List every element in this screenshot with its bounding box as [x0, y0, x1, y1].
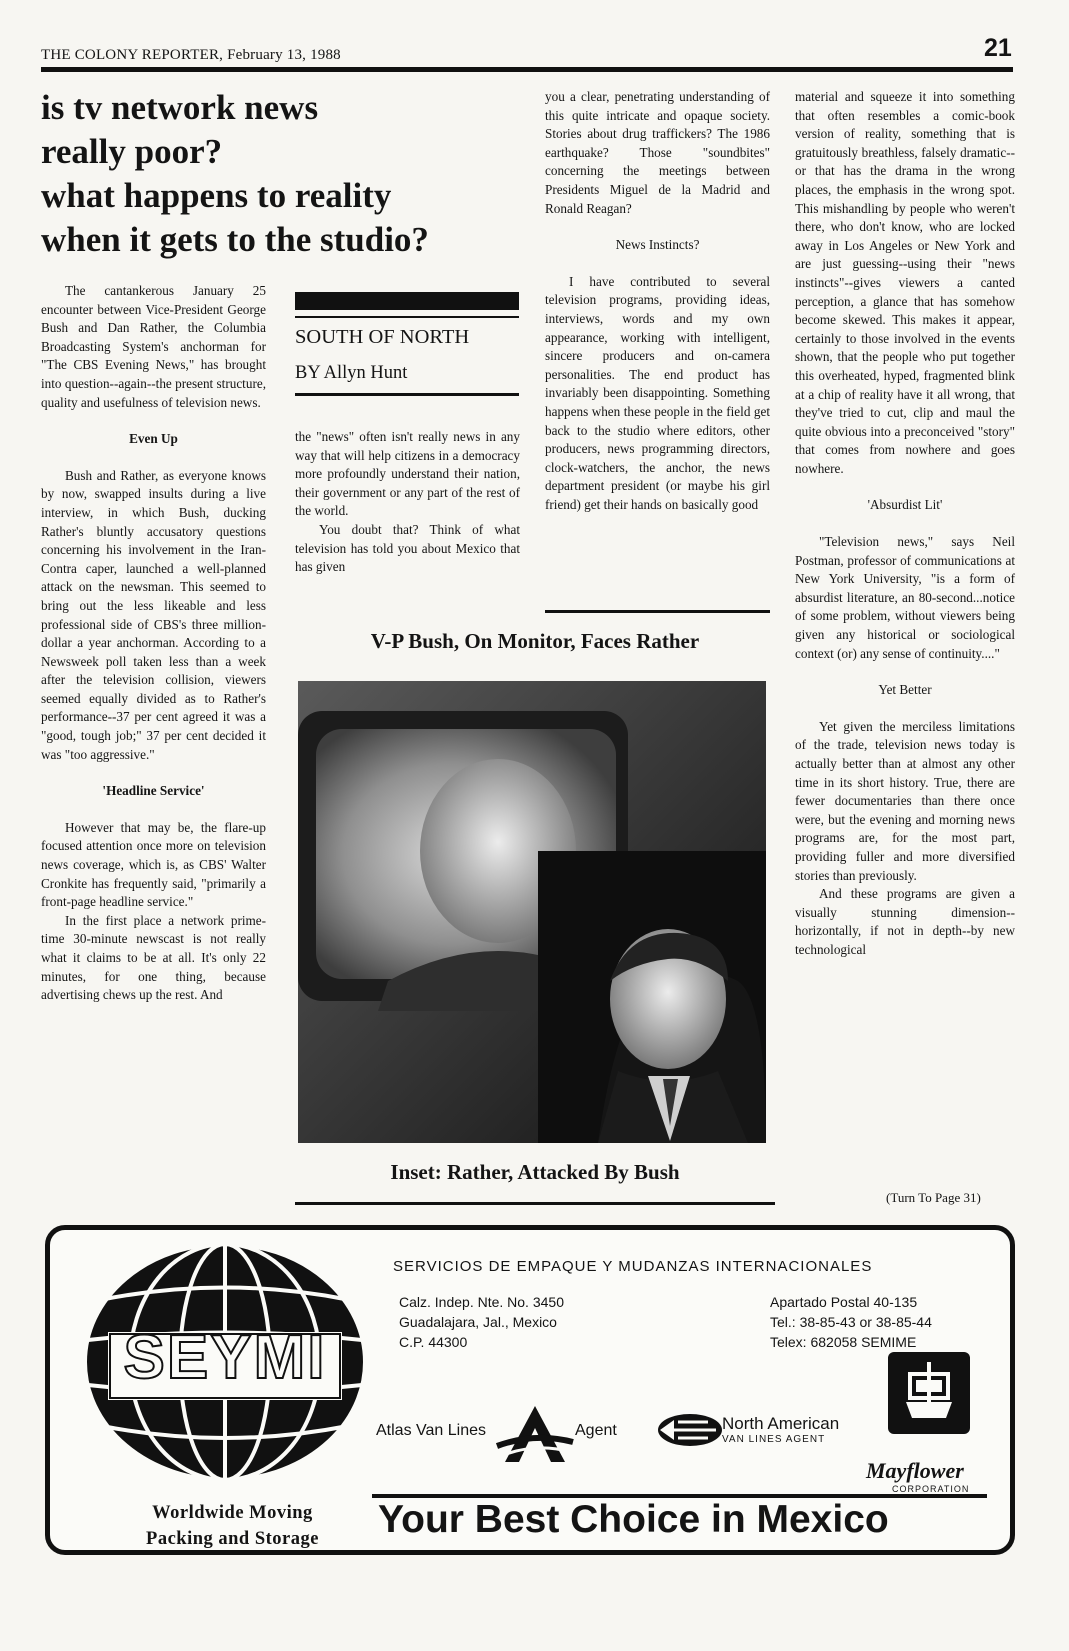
- subhead: Even Up: [129, 431, 178, 447]
- photo-caption-bottom: Inset: Rather, Attacked By Bush: [390, 1160, 680, 1184]
- headline-line-4: when it gets to the studio?: [41, 220, 429, 259]
- north-american-logo-icon: [656, 1412, 724, 1448]
- article-column-3: [545, 88, 770, 514]
- article-column-4: [795, 88, 1015, 960]
- column-header-rule-bottom: [295, 393, 519, 396]
- address-line-3: C.P. 44300: [399, 1334, 468, 1350]
- column-header-bar: [295, 292, 519, 310]
- ad-services: [110, 1500, 355, 1552]
- subhead: Yet Better: [878, 682, 932, 698]
- services-line-2: Packing and Storage: [146, 1529, 319, 1549]
- column-title: SOUTH OF NORTH: [295, 326, 470, 348]
- north-american-label: [722, 1416, 839, 1448]
- mayflower-ship-icon: [888, 1352, 970, 1434]
- paragraph: In the first place a network prime-time 30-minute newscast is not really what it claims to be at all. It's only 22 minutes, for one thing, because advertising chews up the rest. And: [41, 912, 266, 1003]
- telephone: Tel.: 38-85-43 or 38-85-44: [770, 1314, 932, 1330]
- article-column-2: [295, 428, 520, 577]
- masthead-rule: [41, 67, 1013, 72]
- paragraph: the "news" often isn't really news in any way that will help citizens in a democracy more profoundly understand their nation, their government or any part of the rest of the world.: [295, 429, 520, 519]
- continuation-note: (Turn To Page 31): [886, 1190, 981, 1205]
- services-line-1: Worldwide Moving: [152, 1503, 313, 1523]
- mayflower-sub: CORPORATION: [892, 1484, 970, 1494]
- column-rule: [545, 610, 770, 613]
- paragraph: "Television news," says Neil Postman, professor of communications at New York University, "is a form of absurdist literature, an 80-second...notice of some problem, without viewers being given any historical or sociological context (or) any sense of continuity....": [795, 534, 1015, 661]
- masthead-title: THE COLONY REPORTER, February 13, 1988: [41, 47, 341, 63]
- paragraph: you a clear, penetrating understanding of this quite intricate and opaque society. Stories about drug traffickers? The 1986 earthquake? Those "soundbites" concerning the meetings between Presidents Miguel de la Madrid and Ronald Reagan?: [545, 89, 770, 216]
- address-line-2: Guadalajara, Jal., Mexico: [399, 1314, 557, 1330]
- paragraph: material and squeeze it into something that often resembles a comic-book version of reality, something that is gratuitously breathless, falsely dramatic--or that has the drama in the wrong places, the emphasis in the wrong spot. This mishandling by people who weren't there, who don't know, who are locked away in Los Angeles or New York and are just guessing--using their "news instincts"--gives viewers a canted perception, a glance that has somehow become skewed. This makes it appear, certainly to those involved in the events shown, that the people who put together this overheated, hyped, fragmented blink at a chip of reality have it all wrong, that they've tried to cut, clip and maul the quite obvious into a preconceived "story" that comes from nowhere and goes nowhere.: [795, 89, 1015, 476]
- photo-illustration: [298, 681, 766, 1143]
- news-photo: [298, 681, 766, 1143]
- subhead: 'Headline Service': [102, 783, 205, 799]
- paragraph: And these programs are given a visually stunning dimension--horizontally, if not in depth--by new technological: [795, 886, 1015, 957]
- paragraph: However that may be, the flare-up focused attention once more on television news coverage, which is, as CBS' Walter Cronkite has frequently said, "primarily a front-page headline service.": [41, 819, 266, 910]
- subhead: 'Absurdist Lit': [867, 497, 943, 513]
- ad-contacts: [770, 1292, 932, 1352]
- headline-line-2: really poor?: [41, 132, 223, 171]
- paragraph: Yet given the merciless limitations of the trade, television news today is actually better than at almost any other time in its short history. True, there are fewer documentaries than there once were, but the evening and morning news programs are, for the most part, providing fuller and more diversified stories than previously.: [795, 718, 1015, 883]
- atlas-logo-icon: [495, 1402, 575, 1468]
- article-column-1: [41, 282, 266, 1005]
- headline: [41, 86, 481, 262]
- atlas-label: Atlas Van Lines: [376, 1422, 486, 1439]
- photo-caption-top: V-P Bush, On Monitor, Faces Rather: [370, 629, 700, 653]
- telex: Telex: 682058 SEMIME: [770, 1334, 917, 1350]
- po-box: Apartado Postal 40-135: [770, 1294, 918, 1310]
- ad-heading: SERVICIOS DE EMPAQUE Y MUDANZAS INTERNACIONALES: [393, 1258, 873, 1275]
- paragraph: I have contributed to several television programs, providing ideas, interviews, words and my own appearance, working with intelligent, sincere producers and on-camera personalities. The end product has invariably been disappointing. Something happens when these people in the field get back to the studio where editors, other producers, news programming directors, clock-watchers, the anchor, the news department president (or maybe his girl friend) get their hands on basically good: [545, 273, 770, 512]
- page-number: 21: [984, 34, 1012, 62]
- headline-line-3: what happens to reality: [41, 176, 392, 215]
- paragraph: The cantankerous January 25 encounter between Vice-President George Bush and Dan Rather, the Columbia Broadcasting System's anchorman for "The CBS Evening News," has brought into question--again--the present structure, quality and usefulness of television news.: [41, 283, 266, 410]
- address-line-1: Calz. Indep. Nte. No. 3450: [399, 1294, 564, 1310]
- headline-line-1: is tv network news: [41, 88, 319, 127]
- subhead: News Instincts?: [615, 237, 700, 253]
- logo-text: SEYMI: [123, 1323, 327, 1392]
- north-american-name: North American: [722, 1414, 840, 1433]
- north-american-sub: VAN LINES AGENT: [722, 1434, 826, 1445]
- paragraph: You doubt that? Think of what television has told you about Mexico that has given: [295, 521, 520, 575]
- agent-label: Agent: [575, 1422, 617, 1439]
- paragraph: Bush and Rather, as everyone knows by now, swapped insults during a live interview, in which Bush, ducking Rather's bluntly accusatory questions concerning his involvement in the Iran-Contra caper, launched a well-planned attack on the newsman. This seemed to bring out the less likeable and less professional side of CBS's three million-dollar a year anchorman. According to a Newsweek poll taken less than a week after the television collision, viewers seemed equally divided as to Rather's performance--37 per cent agreed it was a "good, tough job;" 37 per cent decided it was "too aggressive.": [41, 467, 266, 762]
- mayflower-label: Mayflower: [866, 1458, 964, 1483]
- ad-address: [399, 1292, 564, 1352]
- byline: BY Allyn Hunt: [295, 363, 408, 383]
- column-header-rule: [295, 316, 519, 318]
- ad-slogan: Your Best Choice in Mexico: [378, 1498, 889, 1541]
- section-rule: [295, 1202, 775, 1205]
